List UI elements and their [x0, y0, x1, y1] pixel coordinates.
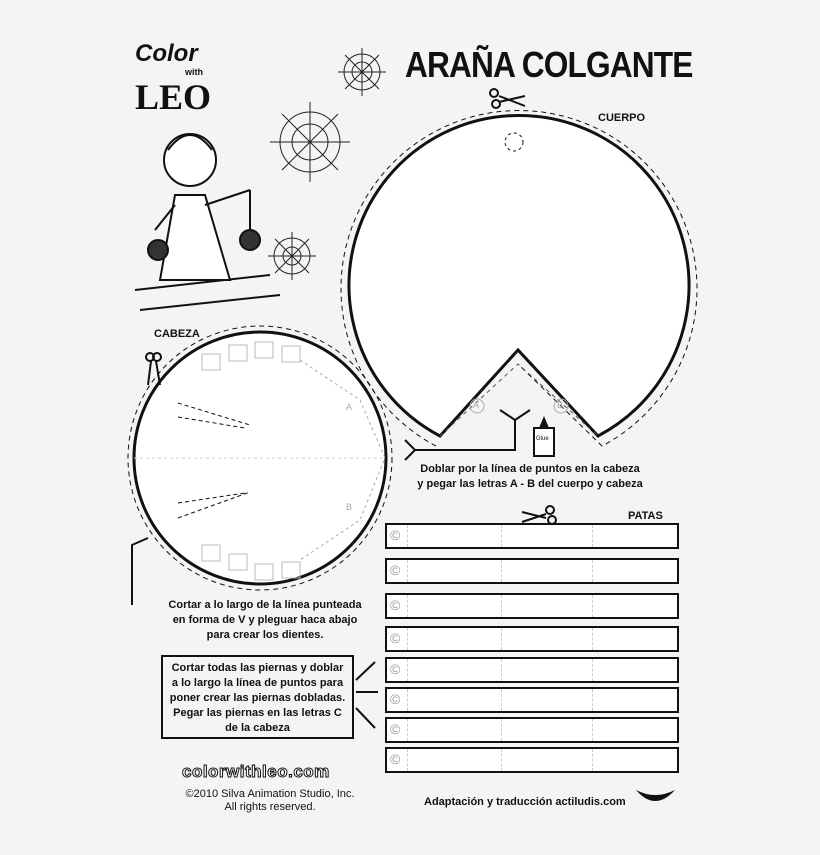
fold-line-1: Doblar por la línea de puntos en la cabeza — [420, 463, 640, 475]
teeth-line-1: Cortar a lo largo de la línea punteada — [168, 599, 362, 611]
leg-strip — [385, 747, 679, 773]
leg-mark: © — [390, 630, 401, 646]
head-mark-a: A — [346, 402, 353, 412]
glue-label: Glue — [536, 436, 549, 442]
fold-instructions — [400, 462, 660, 492]
legs-line-5: de la cabeza — [225, 722, 290, 734]
rights-text: All rights reserved. — [224, 801, 316, 813]
leg-mark: © — [390, 691, 401, 707]
legs-line-3: poner crear las piernas dobladas. — [169, 692, 346, 704]
actiludis-logo — [636, 790, 675, 801]
leg-mark: © — [390, 562, 401, 578]
color-with-leo-logo — [135, 40, 211, 116]
spider-body-cutout — [341, 111, 697, 446]
mark-a: A — [473, 400, 480, 410]
leg-strip — [385, 717, 679, 743]
logo-line-1: Color — [135, 40, 198, 67]
leg-mark: © — [390, 751, 401, 767]
mark-b: B — [557, 400, 564, 410]
leg-strip — [385, 657, 679, 683]
footer-site: colorwithleo.com — [182, 762, 330, 781]
footer-copyright-block — [170, 788, 370, 814]
leg-strip — [385, 626, 679, 652]
legs-line-2: a lo largo la línea de puntos para — [171, 677, 344, 689]
leg-mark: © — [390, 721, 401, 737]
copyright-text: ©2010 Silva Animation Studio, Inc. — [185, 788, 355, 800]
legs-line-4: Pegar las piernas en las letras C — [173, 707, 342, 719]
logo-line-3: LEO — [135, 77, 212, 117]
leg-mark: © — [390, 527, 401, 543]
leg-mark: © — [390, 597, 401, 613]
leg-strip — [385, 523, 679, 549]
leg-strip — [385, 687, 679, 713]
teeth-line-2: en forma de V y pleguar haca abajo — [172, 614, 358, 626]
leg-strip — [385, 558, 679, 584]
leg-mark: © — [390, 661, 401, 677]
spider-head-cutout — [128, 326, 392, 590]
head-label: CABEZA — [154, 328, 200, 340]
logo-line-2: with — [185, 67, 203, 77]
adaptation-credit: Adaptación y traducción actiludis.com — [424, 796, 626, 808]
fold-line-2: y pegar las letras A - B del cuerpo y cabeza — [417, 478, 643, 490]
girl-illustration — [135, 134, 280, 310]
teeth-line-3: para crear los dientes. — [206, 629, 324, 641]
legs-line-1: Cortar todas las piernas y doblar — [171, 662, 344, 674]
teeth-instructions — [150, 598, 380, 643]
legs-label: PATAS — [628, 510, 663, 522]
body-label: CUERPO — [598, 112, 646, 124]
head-mark-b: B — [346, 502, 353, 512]
leg-strip — [385, 593, 679, 619]
legs-instructions — [161, 655, 354, 739]
page-title: ARAÑA COLGANTE — [405, 44, 693, 85]
